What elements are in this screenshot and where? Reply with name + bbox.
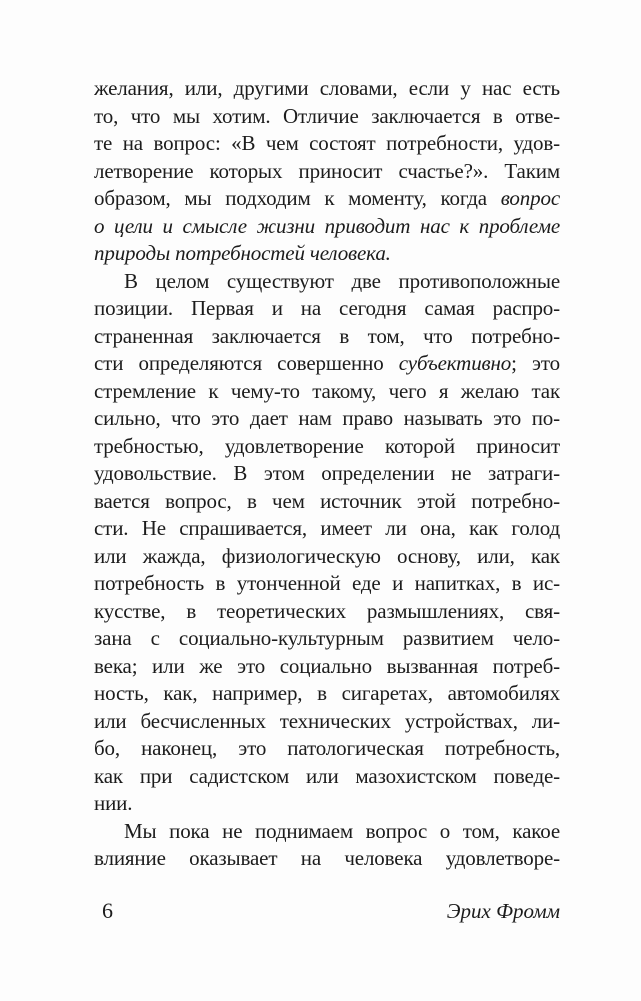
- text-segment: ; это: [511, 351, 560, 375]
- text-line: [94, 295, 560, 323]
- page-footer: [94, 897, 560, 926]
- text-line: [94, 790, 560, 818]
- text-line: [94, 680, 560, 708]
- text-line: [94, 735, 560, 763]
- text-line: [94, 845, 560, 873]
- text-segment: влияние оказывает на человека удовлетворе-: [94, 846, 560, 870]
- text-segment: или жажда, физиологическую основу, или, как: [94, 543, 560, 568]
- text-segment: стремление к чему-то такому, чего я желаю так: [94, 378, 560, 403]
- text-line: [94, 213, 560, 241]
- page-number: 6: [102, 898, 113, 923]
- text-segment: то, что мы хотим. Отличие заключается в отве-: [94, 103, 560, 128]
- text-line: [94, 130, 560, 158]
- italic-text-segment: вопрос: [500, 186, 560, 210]
- italic-text-segment: природы потребностей человека.: [94, 241, 391, 265]
- text-segment: сти. Не спрашивается, имеет ли она, как голод: [94, 516, 560, 540]
- text-segment: бо, наконец, это патологическая потребность,: [94, 736, 560, 760]
- text-line: [94, 653, 560, 681]
- text-segment: сти определяются совершенно: [94, 351, 399, 375]
- text-line: [94, 75, 560, 103]
- text-segment: образом, мы подходим к моменту, когда: [94, 186, 501, 210]
- text-line: [94, 460, 560, 488]
- text-segment: сильно, что это дает нам право называть это по-: [94, 406, 560, 430]
- text-line: [94, 323, 560, 351]
- text-segment: вается вопрос, в чем источник этой потребно-: [94, 488, 560, 513]
- text-segment: требностью, удовлетворение которой приносит: [94, 433, 560, 458]
- text-line: [94, 515, 560, 543]
- text-segment: ность, как, например, в сигаретах, автомобилях: [94, 681, 560, 705]
- text-segment: как при садистском или мазохистском поведе-: [94, 763, 560, 788]
- text-segment: желания, или, другими словами, если у нас есть: [94, 76, 560, 100]
- text-segment: летворение которых приносит счастье?». Таким: [94, 158, 560, 183]
- text-line: [94, 488, 560, 516]
- text-line: [94, 598, 560, 626]
- text-line: [94, 350, 560, 378]
- italic-text-segment: субъективно: [398, 351, 512, 375]
- text-line: [94, 708, 560, 736]
- text-segment: удовольствие. В этом определении не затраги-: [94, 461, 560, 485]
- text-line: [94, 570, 560, 598]
- running-author: Эрих Фромм: [446, 899, 560, 923]
- text-segment: потребность в утонченной еде и напитках, в ис-: [94, 571, 560, 595]
- text-line: [94, 268, 560, 296]
- text-segment: позиции. Первая и на сегодня самая распро-: [94, 296, 560, 320]
- text-segment: нии.: [94, 791, 133, 815]
- text-line: [94, 405, 560, 433]
- italic-text-segment: о цели и смысле жизни приводит нас к проблеме: [94, 213, 560, 238]
- text-segment: века; или же это социально вызванная потреб-: [94, 653, 560, 678]
- text-line: [94, 378, 560, 406]
- text-segment: зана с социально-культурным развитием чело-: [94, 626, 560, 650]
- text-segment: страненная заключается в том, что потребно-: [94, 323, 560, 348]
- text-line: [94, 818, 560, 846]
- text-line: [94, 625, 560, 653]
- text-segment: В целом существуют две противоположные: [124, 268, 560, 293]
- text-line: [94, 543, 560, 571]
- text-segment: кусстве, в теоретических размышлениях, свя-: [94, 598, 560, 623]
- text-line: [94, 240, 560, 268]
- text-segment: или бесчисленных технических устройствах, ли-: [94, 708, 560, 733]
- page-text: [94, 75, 560, 873]
- text-segment: Мы пока не поднимаем вопрос о том, какое: [124, 818, 560, 843]
- text-segment: те на вопрос: «В чем состоят потребности, удов-: [94, 131, 560, 155]
- text-line: [94, 158, 560, 186]
- text-line: [94, 103, 560, 131]
- text-line: [94, 763, 560, 791]
- text-line: [94, 433, 560, 461]
- text-line: [94, 185, 560, 213]
